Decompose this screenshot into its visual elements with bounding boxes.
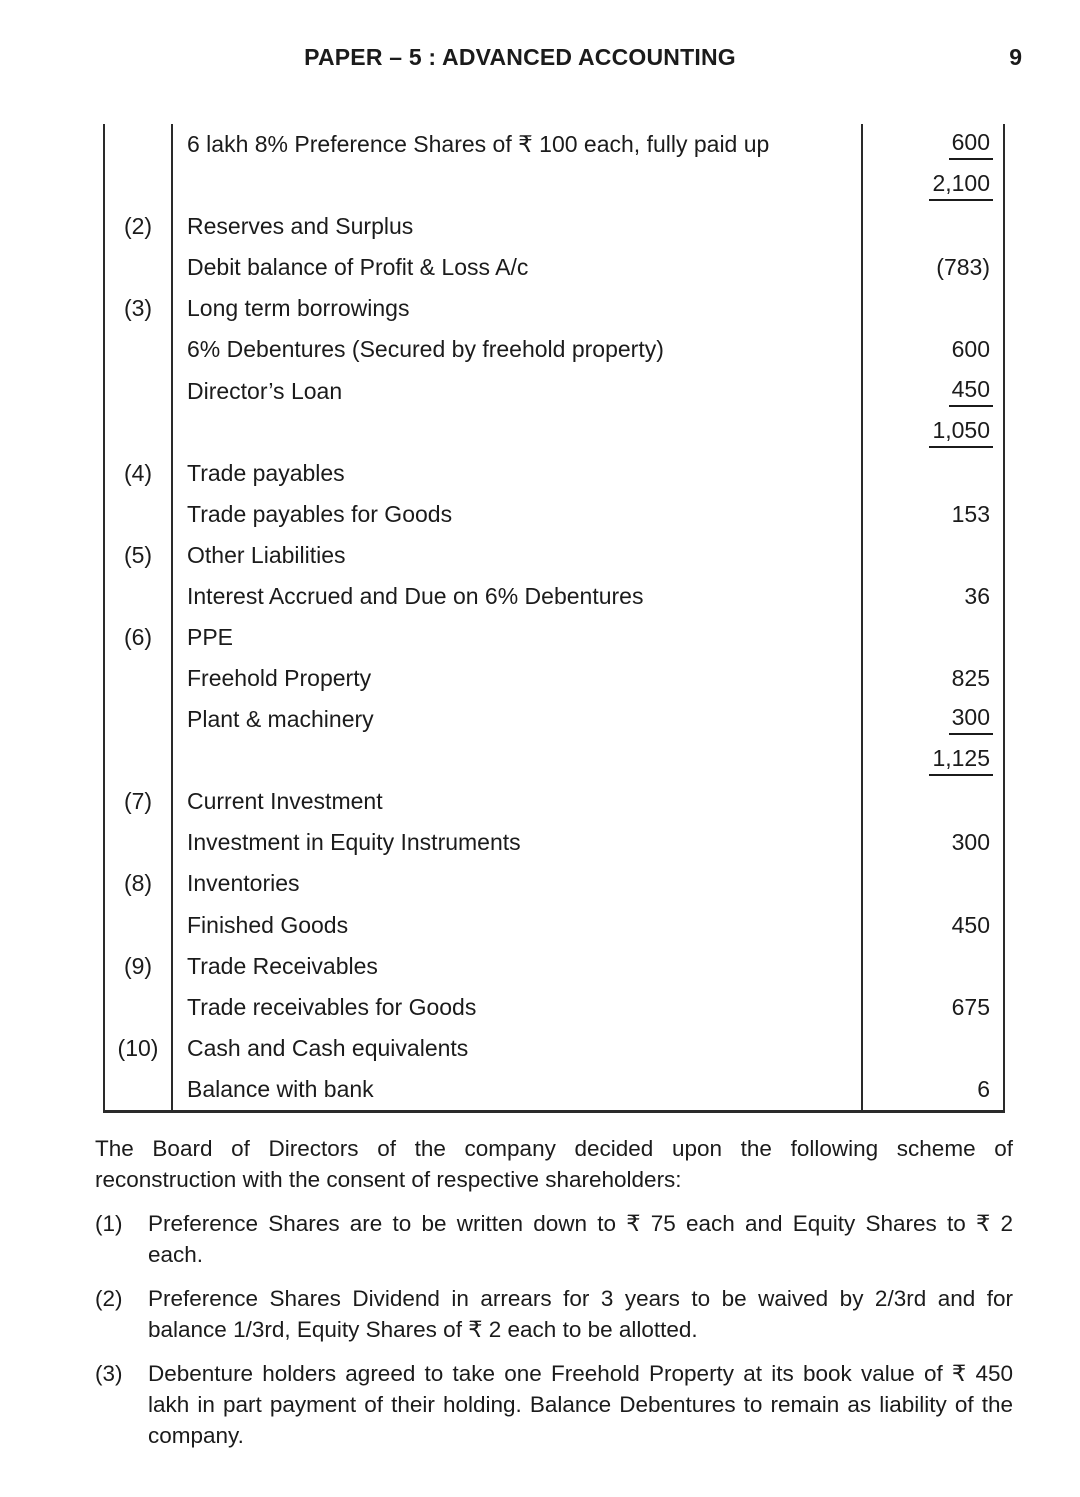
scheme-item-line: Preference Shares are to be written down to ₹ 75 each and Equity Shares to ₹ 2 xyxy=(148,1211,1013,1236)
row-number-cell: (8) xyxy=(105,863,173,904)
row-label-cell: Long term borrowings xyxy=(187,295,410,322)
row-label-cell: Plant & machinery xyxy=(187,706,374,733)
scheme-item xyxy=(95,1358,1013,1451)
row-number-cell xyxy=(105,412,173,453)
row-value: 300 xyxy=(951,829,990,856)
table-row xyxy=(105,576,1003,617)
table-row xyxy=(105,494,1003,535)
table-row xyxy=(105,904,1003,945)
table-row xyxy=(105,699,1003,740)
row-number-cell: (2) xyxy=(105,206,173,247)
row-value-cell xyxy=(861,124,1003,165)
row-label-cell: Current Investment xyxy=(187,788,383,815)
row-value-cell xyxy=(861,288,1003,329)
row-number-cell xyxy=(105,576,173,617)
table-row xyxy=(105,946,1003,987)
row-value: 153 xyxy=(951,500,990,527)
table-row xyxy=(105,740,1003,781)
row-label-cell: PPE xyxy=(187,623,234,650)
row-value: 300 xyxy=(949,704,993,735)
row-number-cell xyxy=(105,1069,173,1110)
row-label-cell: Director’s Loan xyxy=(187,377,343,404)
row-value-cell xyxy=(861,822,1003,863)
table-row xyxy=(105,781,1003,822)
row-number-cell: (10) xyxy=(105,1028,173,1069)
table-row xyxy=(105,822,1003,863)
row-label-cell: Balance with bank xyxy=(187,1075,374,1102)
row-number-cell xyxy=(105,370,173,411)
row-label-cell: Other Liabilities xyxy=(187,541,346,568)
row-number-cell xyxy=(105,329,173,370)
table-row xyxy=(105,206,1003,247)
row-label-cell: Trade payables xyxy=(187,459,345,486)
row-value: 1,125 xyxy=(929,745,993,776)
table-row xyxy=(105,288,1003,329)
scheme-item-text xyxy=(148,1358,1013,1451)
row-number-cell: (6) xyxy=(105,617,173,658)
row-label-cell: Investment in Equity Instruments xyxy=(187,829,521,856)
row-value: 450 xyxy=(949,376,993,407)
row-number-cell xyxy=(105,904,173,945)
table-row xyxy=(105,1028,1003,1069)
row-value-cell xyxy=(861,863,1003,904)
row-value-cell xyxy=(861,781,1003,822)
scheme-intro-line: The Board of Directors of the company decided upon the following scheme of xyxy=(95,1136,1013,1161)
row-number-cell xyxy=(105,987,173,1028)
row-number-cell xyxy=(105,247,173,288)
row-number-cell xyxy=(105,822,173,863)
table-row xyxy=(105,124,1003,165)
row-value: 6 xyxy=(977,1075,990,1102)
row-value-cell xyxy=(861,740,1003,781)
page-number: 9 xyxy=(1009,44,1022,70)
table-row xyxy=(105,658,1003,699)
scheme-intro-line: reconstruction with the consent of respective shareholders: xyxy=(95,1167,682,1192)
row-label-cell: Debit balance of Profit & Loss A/c xyxy=(187,254,529,281)
table-row xyxy=(105,863,1003,904)
table-row xyxy=(105,412,1003,453)
row-value-cell xyxy=(861,1069,1003,1110)
row-number-cell xyxy=(105,165,173,206)
scheme-item-number: (2) xyxy=(95,1286,123,1311)
row-value-cell xyxy=(861,617,1003,658)
row-value-cell xyxy=(861,904,1003,945)
row-value-cell xyxy=(861,987,1003,1028)
row-value-cell xyxy=(861,370,1003,411)
row-number-cell: (5) xyxy=(105,535,173,576)
row-value-cell xyxy=(861,535,1003,576)
row-value: (783) xyxy=(936,254,990,281)
scheme-item-line: company. xyxy=(148,1423,244,1448)
row-value-cell xyxy=(861,576,1003,617)
row-value-cell xyxy=(861,658,1003,699)
scheme-item xyxy=(95,1208,1013,1270)
row-label-cell: Freehold Property xyxy=(187,665,372,692)
row-label-cell: 6% Debentures (Secured by freehold property) xyxy=(187,336,664,363)
scheme-item-text xyxy=(148,1283,1013,1345)
scheme-intro xyxy=(95,1133,1013,1195)
row-value: 825 xyxy=(951,665,990,692)
row-value-cell xyxy=(861,946,1003,987)
table-row xyxy=(105,329,1003,370)
row-number-cell: (9) xyxy=(105,946,173,987)
row-label-cell: Trade Receivables xyxy=(187,952,378,979)
table-row xyxy=(105,165,1003,206)
row-label-cell: Interest Accrued and Due on 6% Debentures xyxy=(187,582,644,609)
scheme-item-line: lakh in part payment of their holding. Balance Debentures to remain as liability of the xyxy=(148,1392,1013,1417)
row-value: 2,100 xyxy=(929,170,993,201)
row-value-cell xyxy=(861,165,1003,206)
row-value: 450 xyxy=(951,911,990,938)
row-number-cell xyxy=(105,699,173,740)
row-value: 675 xyxy=(951,993,990,1020)
row-label-cell: Trade payables for Goods xyxy=(187,500,453,527)
scheme-item xyxy=(95,1283,1013,1345)
scheme-item-line: Debenture holders agreed to take one Freehold Property at its book value of ₹ 450 xyxy=(148,1361,1013,1386)
scheme-item-line: each. xyxy=(148,1242,204,1267)
scheme-item-line: Preference Shares Dividend in arrears for 3 years to be waived by 2/3rd and for xyxy=(148,1286,1013,1311)
row-number-cell: (3) xyxy=(105,288,173,329)
table-row xyxy=(105,987,1003,1028)
row-value: 600 xyxy=(949,129,993,160)
page-title: PAPER – 5 : ADVANCED ACCOUNTING xyxy=(304,44,736,70)
row-value-cell xyxy=(861,247,1003,288)
scheme-list xyxy=(95,1208,1013,1451)
row-value-cell xyxy=(861,329,1003,370)
row-value: 36 xyxy=(964,582,990,609)
row-number-cell xyxy=(105,124,173,165)
row-value-cell xyxy=(861,412,1003,453)
table-row xyxy=(105,535,1003,576)
row-number-cell xyxy=(105,494,173,535)
row-number-cell: (4) xyxy=(105,453,173,494)
table-row xyxy=(105,1069,1003,1110)
row-label-cell: Inventories xyxy=(187,870,300,897)
row-label-cell: Finished Goods xyxy=(187,911,349,938)
balance-table xyxy=(103,124,1005,1113)
row-label-cell: 6 lakh 8% Preference Shares of ₹ 100 each, fully paid up xyxy=(187,131,770,158)
row-label-cell: Reserves and Surplus xyxy=(187,213,414,240)
table-row xyxy=(105,247,1003,288)
row-value-cell xyxy=(861,206,1003,247)
row-label-cell: Cash and Cash equivalents xyxy=(187,1034,469,1061)
row-value-cell xyxy=(861,453,1003,494)
table-row xyxy=(105,453,1003,494)
row-value-cell xyxy=(861,1028,1003,1069)
scheme-item-text xyxy=(148,1208,1013,1270)
scheme-text xyxy=(95,1133,1013,1451)
row-value-cell xyxy=(861,494,1003,535)
scheme-item-line: balance 1/3rd, Equity Shares of ₹ 2 each to be allotted. xyxy=(148,1317,698,1342)
scheme-item-number: (3) xyxy=(95,1361,123,1386)
row-value: 1,050 xyxy=(929,417,993,448)
table-row xyxy=(105,370,1003,411)
row-value: 600 xyxy=(951,336,990,363)
table-row xyxy=(105,617,1003,658)
scheme-item-number: (1) xyxy=(95,1211,123,1236)
row-number-cell xyxy=(105,740,173,781)
row-label-cell: Trade receivables for Goods xyxy=(187,993,477,1020)
row-value-cell xyxy=(861,699,1003,740)
row-number-cell: (7) xyxy=(105,781,173,822)
row-number-cell xyxy=(105,658,173,699)
